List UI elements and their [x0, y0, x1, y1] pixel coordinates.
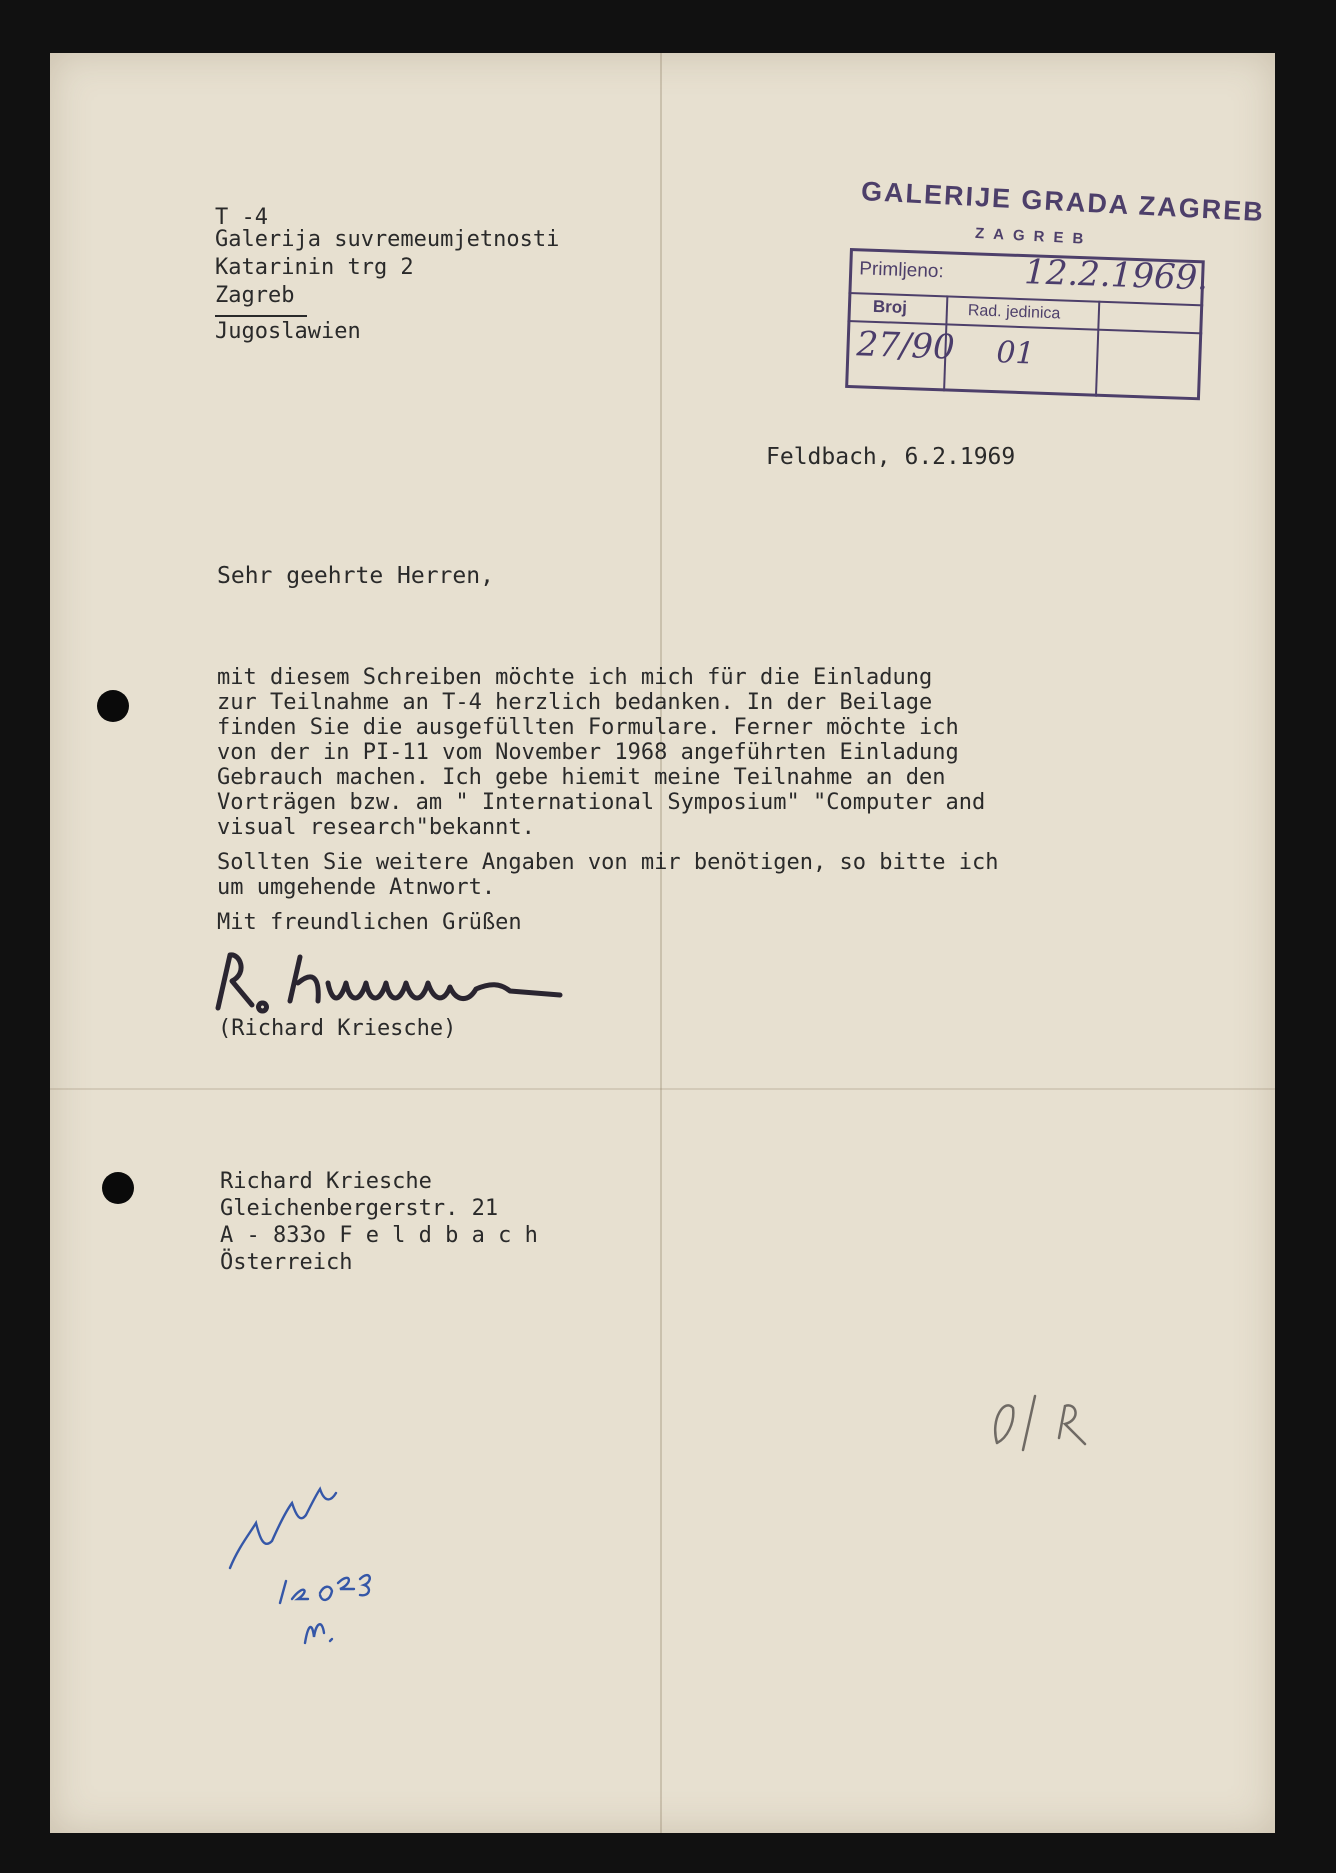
paragraph-line: finden Sie die ausgefüllten Formulare. Ferner möchte ich — [217, 715, 959, 740]
gallery-stamp-city: ZAGREB — [974, 224, 1093, 249]
blue-ink-note — [220, 1453, 400, 1673]
paragraph-line: Gebrauch machen. Ich gebe hiemit meine Teilnahme an den — [217, 765, 946, 790]
pencil-note — [985, 1388, 1095, 1458]
recipient-country: Jugoslawien — [215, 319, 361, 344]
received-date: 12.2.1969. — [1023, 252, 1209, 299]
unit-value: 01 — [995, 335, 1036, 372]
recipient-line: T -4 — [215, 205, 268, 230]
received-label: Primljeno: — [858, 258, 945, 283]
number-label: Broj — [872, 296, 908, 318]
fold-line-horizontal — [50, 1088, 1275, 1090]
recipient-line: Zagreb — [215, 283, 295, 308]
sender-line: A - 833o F e l d b a c h — [220, 1223, 538, 1248]
letter-page — [50, 53, 1275, 1833]
recipient-line: Katarinin trg 2 — [215, 255, 414, 280]
signature-scribble — [200, 943, 660, 1023]
paragraph-line: Sollten Sie weitere Angaben von mir benötigen, so bitte ich — [217, 850, 999, 875]
closing: Mit freundlichen Grüßen — [217, 910, 522, 935]
paragraph-line: visual research"bekannt. — [217, 815, 535, 840]
recipient-line: Galerija suvremeumjetnosti — [215, 227, 560, 252]
gallery-stamp-title: GALERIJE GRADA ZAGREB — [860, 176, 1266, 228]
punch-hole — [102, 1172, 134, 1204]
received-stamp — [845, 248, 1209, 400]
date-line: Feldbach, 6.2.1969 — [766, 444, 1016, 470]
signature-name: (Richard Kriesche) — [218, 1016, 457, 1041]
unit-label: Rad. jedinica — [967, 302, 1061, 323]
sender-line: Österreich — [220, 1250, 353, 1275]
address-underline — [215, 315, 307, 317]
number-value: 27/90 — [855, 324, 956, 368]
paragraph-line: um umgehende Atnwort. — [217, 875, 496, 900]
sender-line: Gleichenbergerstr. 21 — [220, 1196, 499, 1221]
paragraph-line: mit diesem Schreiben möchte ich mich für die Einladung — [217, 665, 933, 690]
paragraph-line: zur Teilnahme an T-4 herzlich bedanken. In der Beilage — [217, 690, 933, 715]
paragraph-line: Vorträgen bzw. am " International Symposium" "Computer and — [217, 790, 986, 815]
punch-hole — [97, 690, 129, 722]
paragraph-line: von der in PI-11 vom November 1968 angeführten Einladung — [217, 740, 959, 765]
salutation: Sehr geehrte Herren, — [217, 563, 494, 589]
fold-line-vertical — [660, 53, 662, 1833]
sender-line: Richard Kriesche — [220, 1169, 432, 1194]
